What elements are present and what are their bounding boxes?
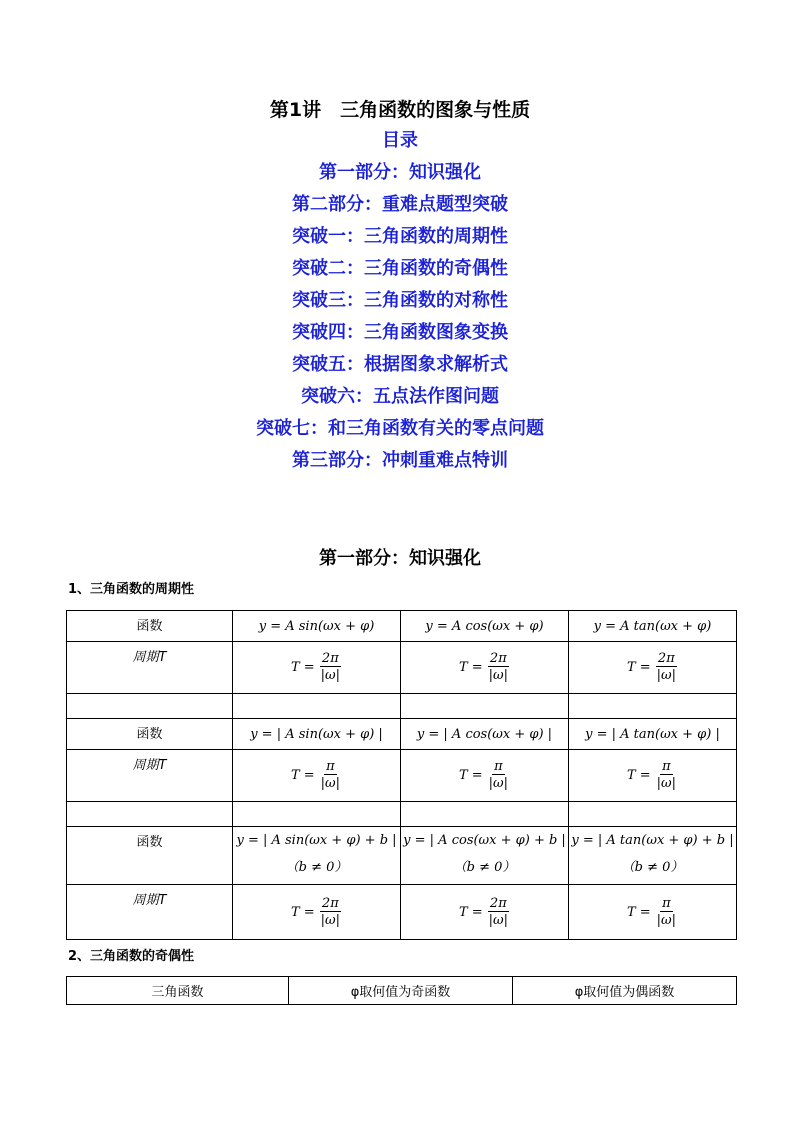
function-cell: y = | A tan(ωx + φ) | [569, 719, 737, 750]
period-lhs: T = [290, 768, 315, 783]
header-trig-function: 三角函数 [67, 977, 289, 1005]
label-period: 周期T [67, 750, 233, 802]
label-period: 周期T [67, 642, 233, 694]
period-lhs: T = [290, 660, 315, 675]
toc-item[interactable]: 突破四：三角函数图象变换 [292, 322, 508, 343]
period-numerator: π [494, 759, 503, 774]
period-cell [233, 885, 401, 940]
toc-item[interactable]: 第三部分：冲刺重难点特训 [292, 450, 508, 471]
period-cell [569, 750, 737, 802]
period-denominator: |ω| [488, 668, 509, 683]
function-formula: y = | A tan(ωx + φ) + b | [571, 833, 734, 848]
label-period: 周期T [67, 885, 233, 940]
function-cell: y = A sin(ωx + φ) [233, 611, 401, 642]
toc-item[interactable]: 突破五：根据图象求解析式 [292, 354, 508, 375]
period-lhs: T = [290, 904, 315, 920]
function-cell [401, 827, 569, 885]
periodicity-table [66, 610, 737, 940]
period-cell [569, 885, 737, 940]
toc-item[interactable]: 第一部分：知识强化 [319, 162, 481, 183]
function-formula: y = | A sin(ωx + φ) + b | [236, 833, 397, 848]
period-denominator: |ω| [320, 912, 341, 928]
label-function: 函数 [67, 719, 233, 750]
function-cell [569, 827, 737, 885]
function-formula: y = | A cos(ωx + φ) + b | [403, 833, 566, 848]
function-cell: y = A tan(ωx + φ) [569, 611, 737, 642]
period-denominator: |ω| [320, 668, 341, 683]
parity-table [66, 976, 737, 1005]
period-lhs: T = [458, 768, 483, 783]
table-of-contents [0, 125, 800, 477]
page-title: 第1讲 三角函数的图象与性质 [269, 99, 531, 121]
period-lhs: T = [458, 660, 483, 675]
empty-cell [569, 694, 737, 719]
toc-item[interactable]: 突破七：和三角函数有关的零点问题 [256, 418, 544, 439]
toc-item[interactable]: 突破一：三角函数的周期性 [292, 226, 508, 247]
header-even-condition: φ取何值为偶函数 [513, 977, 737, 1005]
header-odd-condition: φ取何值为奇函数 [289, 977, 513, 1005]
period-denominator: |ω| [656, 776, 677, 791]
period-lhs: T = [626, 904, 651, 920]
function-cell: y = A cos(ωx + φ) [401, 611, 569, 642]
subsection-heading-periodicity: 1、三角函数的周期性 [68, 582, 195, 597]
period-cell [233, 642, 401, 694]
section-title: 第一部分：知识强化 [319, 548, 481, 569]
toc-item[interactable]: 突破三：三角函数的对称性 [292, 290, 508, 311]
period-numerator: π [662, 895, 671, 911]
empty-cell [569, 802, 737, 827]
empty-cell [401, 802, 569, 827]
period-cell [401, 750, 569, 802]
period-lhs: T = [626, 768, 651, 783]
function-cell [233, 827, 401, 885]
toc-item[interactable]: 突破六：五点法作图问题 [301, 386, 499, 407]
condition: （b ≠ 0） [285, 860, 348, 875]
condition: （b ≠ 0） [621, 860, 684, 875]
period-numerator: 2π [657, 651, 675, 666]
empty-cell [67, 694, 233, 719]
period-denominator: |ω| [488, 776, 509, 791]
period-numerator: 2π [489, 651, 507, 666]
period-numerator: 2π [321, 895, 339, 911]
toc-item[interactable]: 突破二：三角函数的奇偶性 [292, 258, 508, 279]
toc-heading[interactable]: 目录 [382, 130, 418, 151]
period-cell [569, 642, 737, 694]
period-numerator: 2π [489, 895, 507, 911]
label-function: 函数 [67, 611, 233, 642]
period-numerator: π [662, 759, 671, 774]
empty-cell [401, 694, 569, 719]
period-cell [401, 885, 569, 940]
period-denominator: |ω| [320, 776, 341, 791]
subsection-heading-parity: 2、三角函数的奇偶性 [68, 949, 195, 964]
empty-cell [233, 694, 401, 719]
period-lhs: T = [626, 660, 651, 675]
function-cell: y = | A sin(ωx + φ) | [233, 719, 401, 750]
period-cell [233, 750, 401, 802]
period-numerator: 2π [321, 651, 339, 666]
label-function: 函数 [67, 827, 233, 885]
toc-item[interactable]: 第二部分：重难点题型突破 [292, 194, 508, 215]
period-numerator: π [326, 759, 335, 774]
period-denominator: |ω| [656, 912, 677, 928]
period-denominator: |ω| [488, 912, 509, 928]
function-cell: y = | A cos(ωx + φ) | [401, 719, 569, 750]
empty-cell [233, 802, 401, 827]
period-denominator: |ω| [656, 668, 677, 683]
condition: （b ≠ 0） [453, 860, 516, 875]
period-lhs: T = [458, 904, 483, 920]
period-cell [401, 642, 569, 694]
empty-cell [67, 802, 233, 827]
